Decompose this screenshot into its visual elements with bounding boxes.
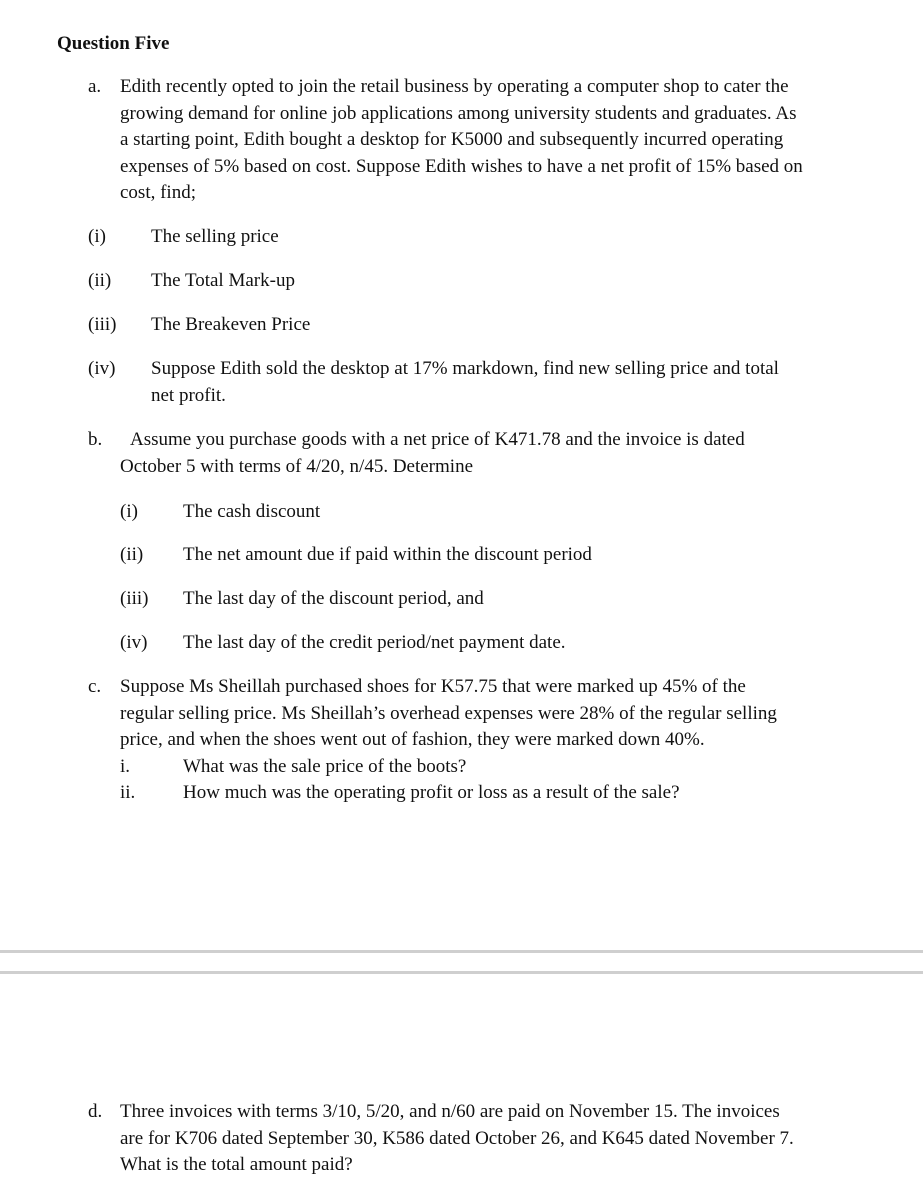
- part-a-line: growing demand for online job applications among university students and graduates. As: [120, 102, 797, 124]
- part-a-line: Edith recently opted to join the retail business by operating a computer shop to cater the: [120, 76, 789, 97]
- part-b-item-marker: (iii): [120, 588, 149, 609]
- part-a-line: cost, find;: [120, 182, 196, 203]
- part-d-line: are for K706 dated September 30, K586 dated October 26, and K645 dated November 7.: [120, 1127, 794, 1149]
- part-b-item-text: [183, 586, 484, 613]
- part-a-item-line: Suppose Edith sold the desktop at 17% markdown, find new selling price and total: [151, 358, 779, 379]
- part-a-item-marker: (i): [88, 226, 106, 247]
- part-b-item-marker: (i): [120, 501, 138, 522]
- part-a-item-text: [151, 224, 279, 251]
- part-c-item-marker: i.: [120, 756, 131, 777]
- part-a-item-text: [151, 268, 295, 295]
- part-b-item-text: [183, 542, 592, 569]
- part-a-item-marker: (ii): [88, 270, 112, 291]
- part-c-line: price, and when the shoes went out of fashion, they were marked down 40%.: [120, 729, 705, 750]
- part-c-item-line: What was the sale price of the boots?: [183, 756, 467, 777]
- part-a-item-line: The Breakeven Price: [151, 314, 311, 335]
- part-a-item-marker: (iii): [88, 314, 117, 335]
- part-b-line: Assume you purchase goods with a net price of K471.78 and the invoice is dated: [130, 429, 745, 450]
- part-c-line: Suppose Ms Sheillah purchased shoes for K57.75 that were marked up 45% of the: [120, 676, 746, 697]
- part-a-item-text: [151, 356, 779, 409]
- part-a-item-marker: (iv): [88, 358, 116, 379]
- part-b-item-marker: (iv): [120, 632, 148, 653]
- part-a-item-line: net profit.: [151, 384, 226, 406]
- part-b-item-text: [183, 630, 566, 657]
- part-d-text: [120, 1099, 794, 1179]
- part-c-item-text: [183, 780, 680, 807]
- part-a-item-line: The Total Mark-up: [151, 270, 295, 291]
- part-b-item-line: The cash discount: [183, 501, 321, 522]
- part-d-marker: d.: [88, 1101, 103, 1122]
- part-c-item-marker: ii.: [120, 782, 136, 803]
- page-separator-bottom: [0, 971, 923, 974]
- part-b-item-line: The net amount due if paid within the discount period: [183, 544, 592, 565]
- part-a-item-text: [151, 312, 310, 339]
- part-d-line: What is the total amount paid?: [120, 1154, 353, 1175]
- part-b-item-line: The last day of the discount period, and: [183, 588, 484, 609]
- part-c-item-line: How much was the operating profit or loss as a result of the sale?: [183, 782, 680, 803]
- part-a-item-line: The selling price: [151, 226, 279, 247]
- part-c-marker: c.: [88, 676, 102, 697]
- part-a-line: expenses of 5% based on cost. Suppose Edith wishes to have a net profit of 15% based on: [120, 155, 803, 177]
- question-title: Question Five: [57, 33, 170, 54]
- part-b-marker: b.: [88, 429, 103, 450]
- part-b-item-line: The last day of the credit period/net payment date.: [183, 632, 566, 653]
- part-c-text: [120, 674, 777, 754]
- part-a-marker: a.: [88, 76, 102, 97]
- part-c-line: regular selling price. Ms Sheillah’s overhead expenses were 28% of the regular selling: [120, 702, 777, 724]
- part-b-line: October 5 with terms of 4/20, n/45. Determine: [120, 455, 474, 477]
- part-c-item-text: [183, 754, 466, 781]
- part-b-item-marker: (ii): [120, 544, 144, 565]
- part-b-text: [120, 427, 745, 480]
- part-a-line: a starting point, Edith bought a desktop for K5000 and subsequently incurred operating: [120, 129, 784, 150]
- part-b-item-text: [183, 499, 320, 526]
- page-separator-top: [0, 950, 923, 953]
- part-a-text: [120, 74, 803, 207]
- part-d-line: Three invoices with terms 3/10, 5/20, and n/60 are paid on November 15. The invoices: [120, 1101, 780, 1122]
